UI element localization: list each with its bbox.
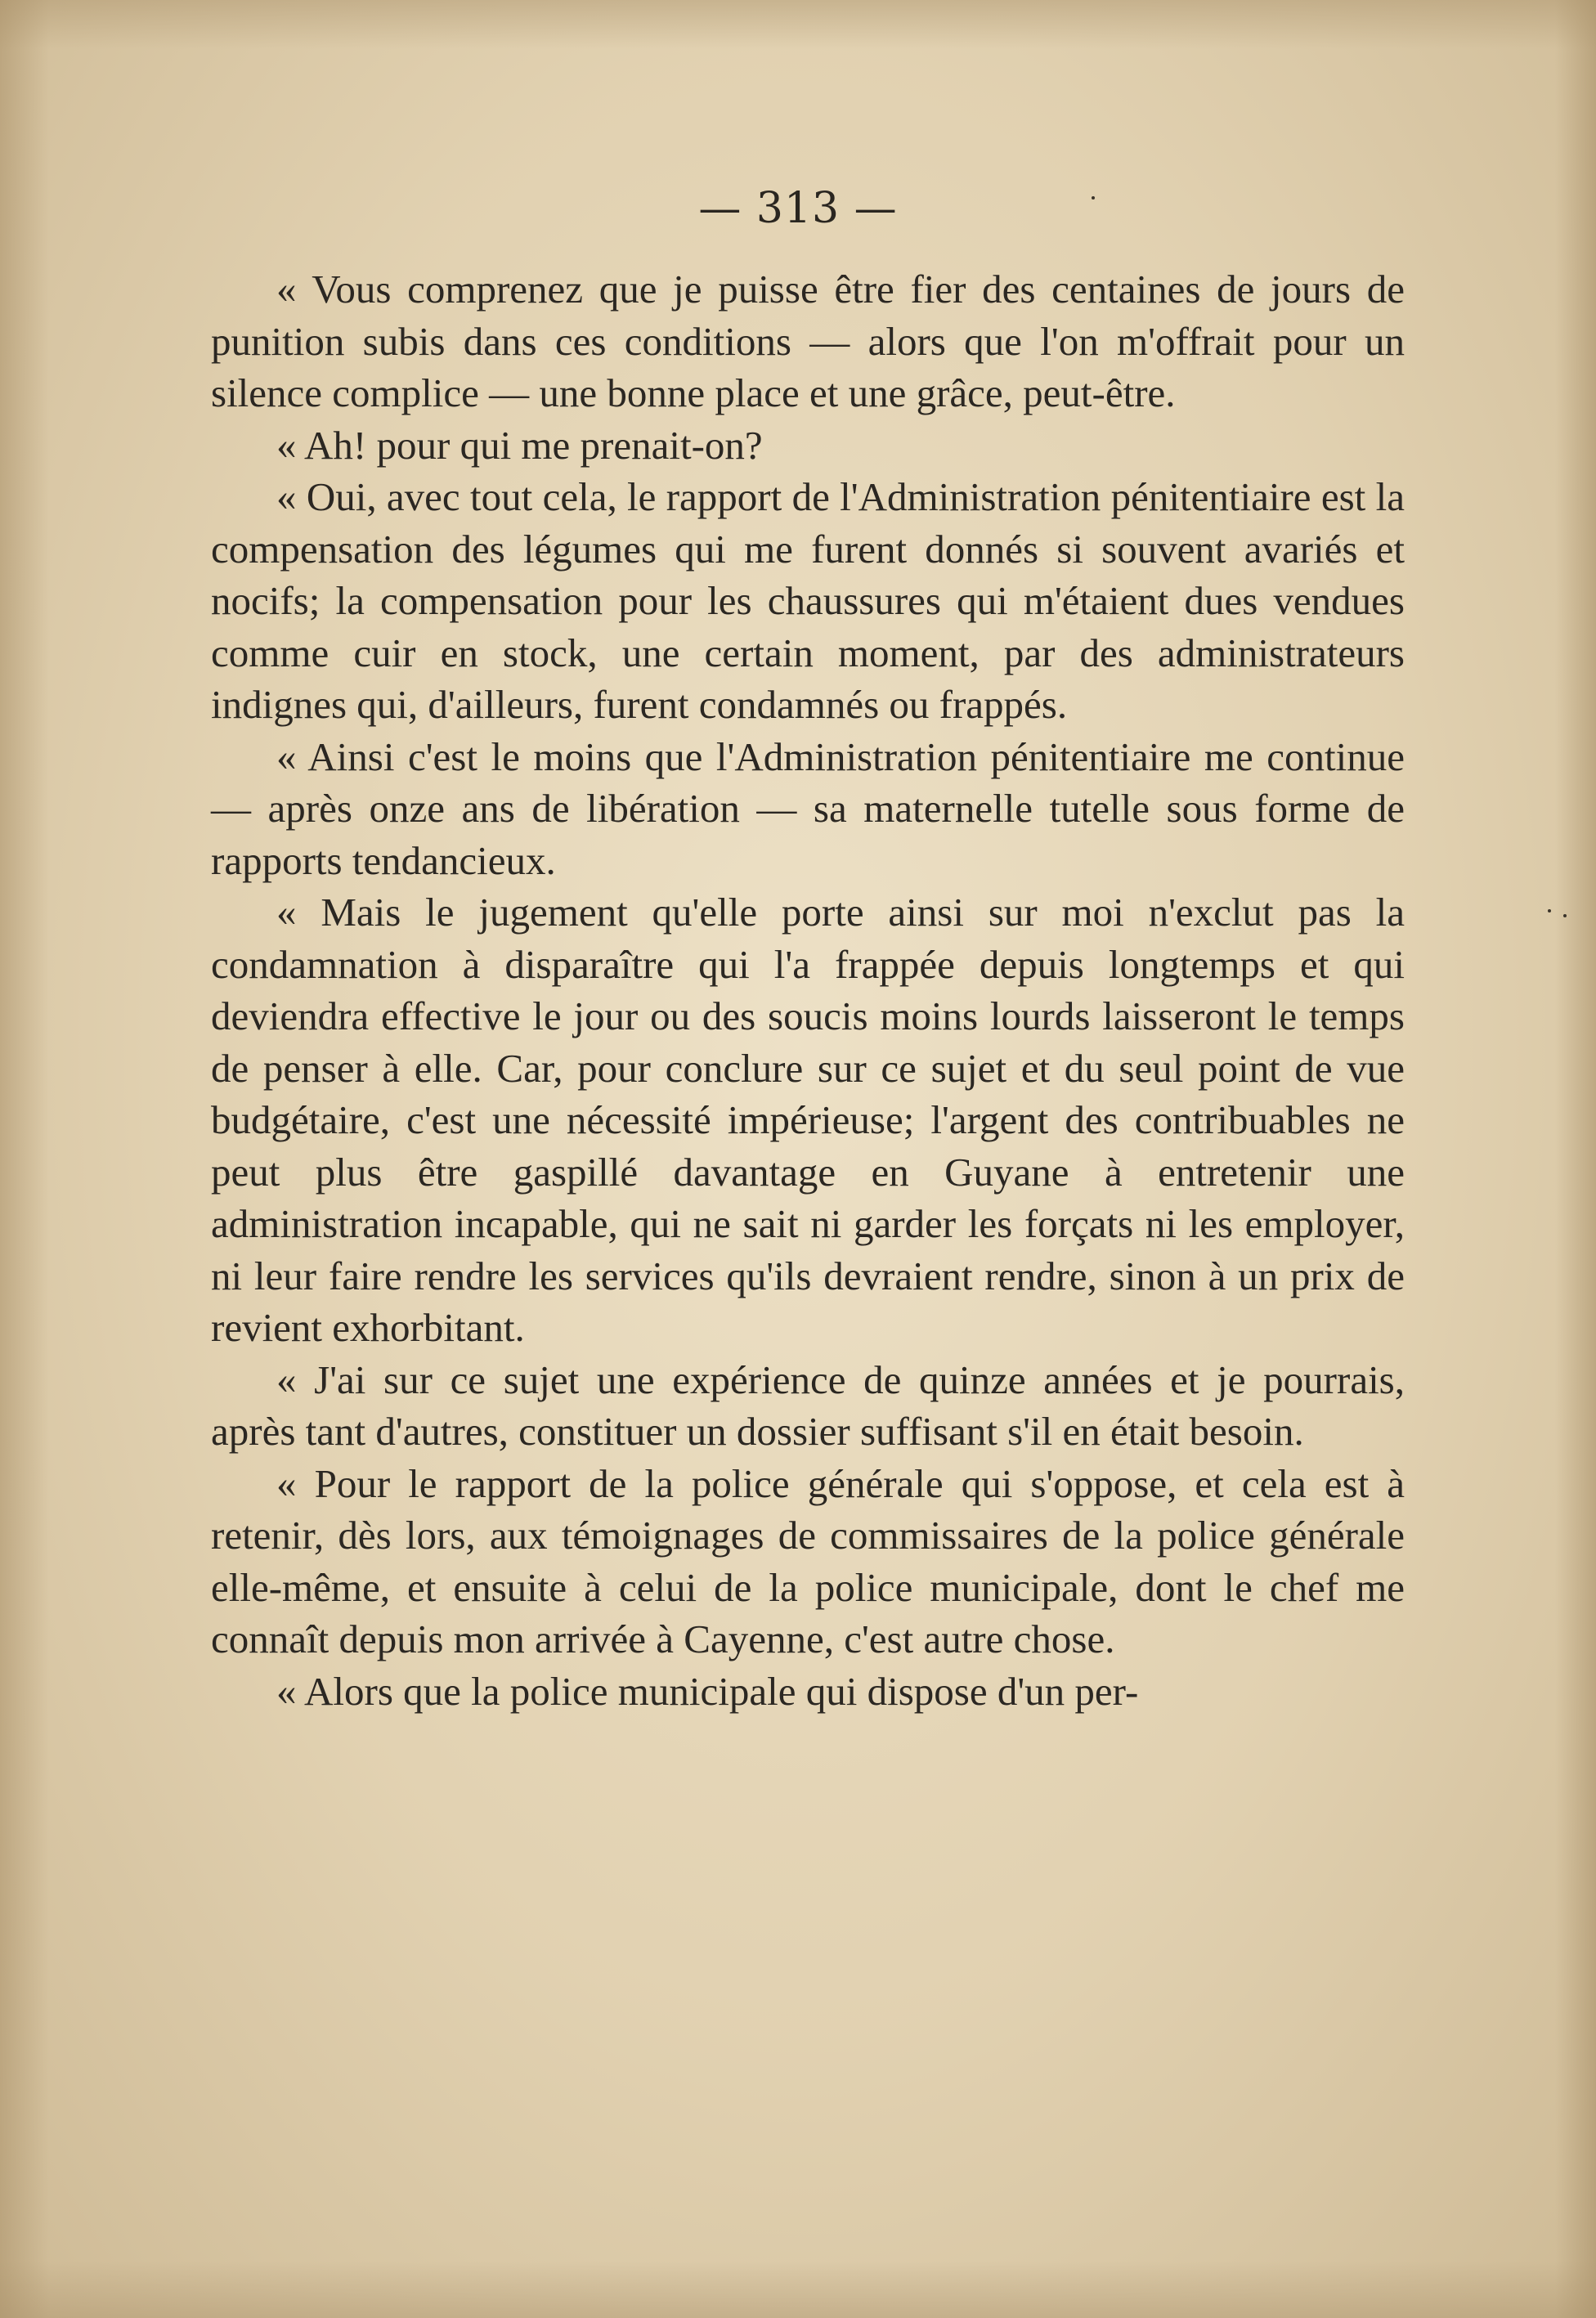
page-edge-shadow-right [1555, 0, 1596, 2318]
paragraph: « Oui, avec tout cela, le rapport de l'Administration pénitentiaire est la compensation des légumes qui me furent donnés si souvent avariés et nocifs; la compensation pour les chaussures qui m'étaient dues vendues comme cuir en stock, une certain moment, par des administrateurs indignes qui, d'ailleurs, furent condamnés ou frappés. [211, 474, 1405, 727]
paper-speck [1548, 909, 1551, 912]
page-edge-shadow-bottom [0, 2261, 1596, 2318]
page-edge-shadow-left [0, 0, 49, 2318]
paper-speck [1563, 914, 1567, 917]
paragraph: « Mais le jugement qu'elle porte ainsi sur moi n'exclut pas la condamnation à disparaître qui l'a frappée depuis longtemps et qui deviendra effective le jour ou des soucis moins lourds laisseront le temps de penser à elle. Car, pour conclure sur ce sujet et du seul point de vue budgétaire, c'est une nécessité impérieuse; l'argent des contribuables ne peut plus être gaspillé davantage en Guyane à entretenir une administration incapable, qui ne sait ni garder les forçats ni les employer, ni leur faire rendre les services qu'ils devraient rendre, sinon à un prix de revient exhorbitant. [211, 890, 1405, 1350]
paragraph: « J'ai sur ce sujet une expérience de quinze années et je pourrais, après tant d'autres, constituer un dossier suffisant s'il en était besoin. [211, 1356, 1405, 1454]
paragraph: « Alors que la police municipale qui dispose d'un per- [276, 1668, 1139, 1714]
paragraph: « Ainsi c'est le moins que l'Administration pénitentiaire me continue — après onze ans de libération — sa maternelle tutelle sous forme de rapports tendancieux. [211, 733, 1405, 883]
page-edge-shadow-top [0, 0, 1596, 49]
paragraph: « Vous comprenez que je puisse être fier des centaines de jours de punition subis dans ces conditions — alors que l'on m'offrait pour un silence complice — une bonne place et une grâce, peut-être. [211, 267, 1405, 415]
body-text [211, 263, 1405, 1717]
paragraph: « Ah! pour qui me prenait-on? [276, 422, 763, 468]
paragraph: « Pour le rapport de la police générale qui s'oppose, et cela est à retenir, dès lors, aux témoignages de commissaires de la police générale elle-même, et ensuite à celui de la police municipale, dont le chef me connaît depuis mon arrivée à Cayenne, c'est autre chose. [211, 1460, 1405, 1661]
page-number: — 313 — [698, 184, 898, 233]
